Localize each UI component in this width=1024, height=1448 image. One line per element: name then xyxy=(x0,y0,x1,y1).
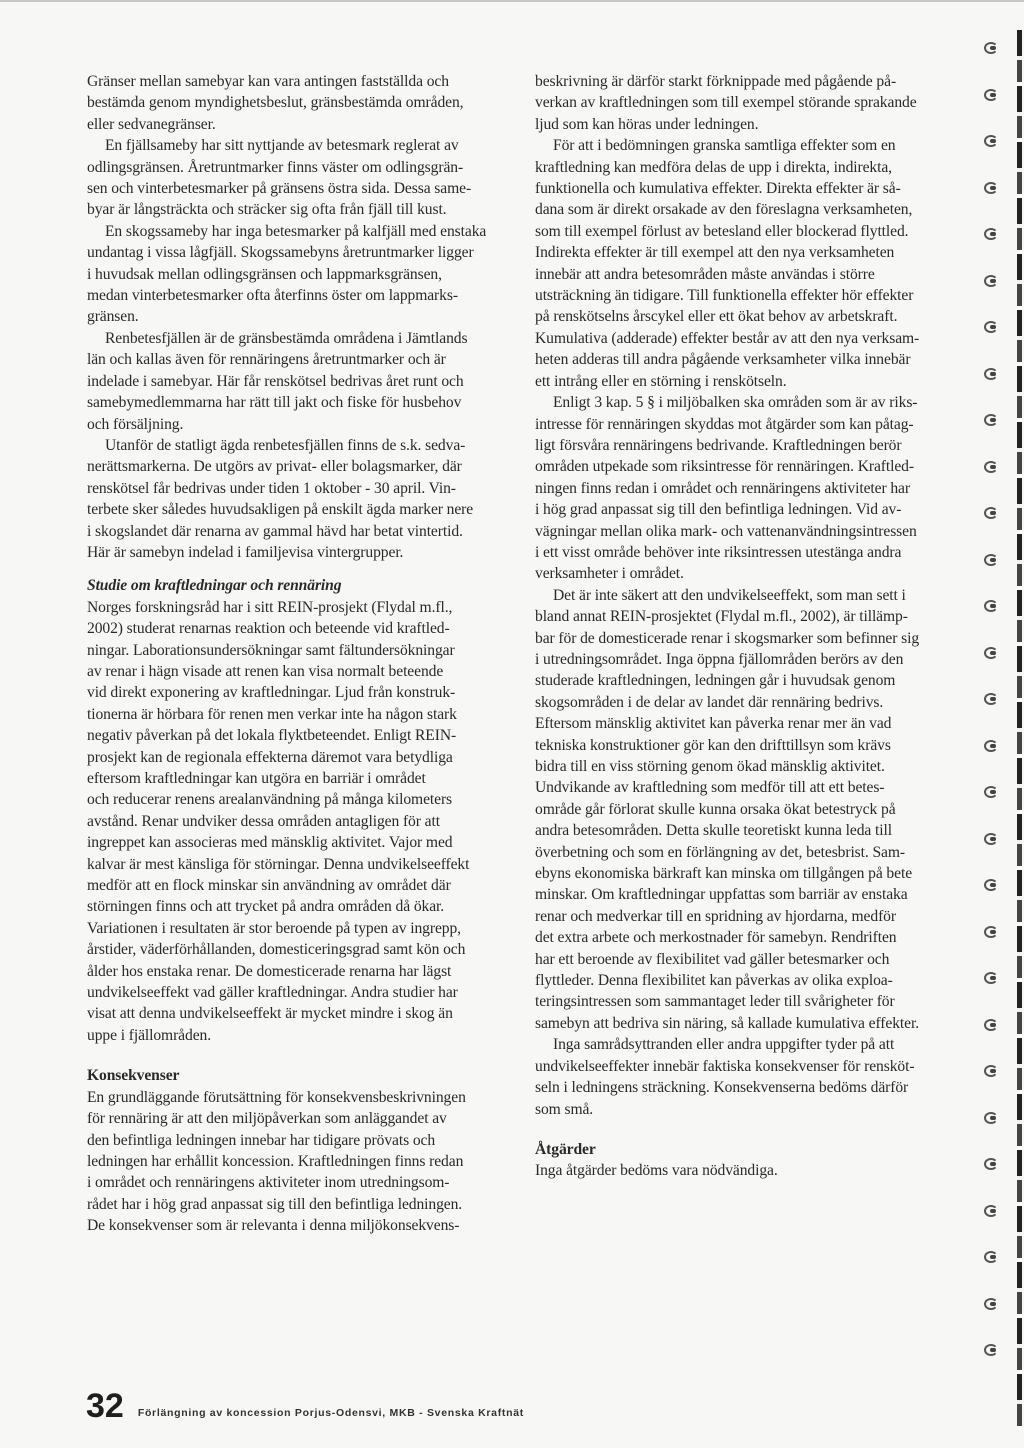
binding-ring xyxy=(984,461,998,473)
binding-ring xyxy=(984,833,998,845)
binding-ring xyxy=(984,879,998,891)
binding-ring xyxy=(984,1344,998,1356)
binding-ring xyxy=(984,135,998,147)
binding-ring xyxy=(984,182,998,194)
binding-ring xyxy=(984,1112,998,1124)
binding-edge-strip xyxy=(1017,30,1022,1430)
consequences-heading: Konsekvenser xyxy=(87,1067,180,1085)
page-top-edge xyxy=(0,0,1024,2)
binding-ring xyxy=(984,89,998,101)
measures-heading: Åtgärder xyxy=(535,1140,596,1158)
binding-ring xyxy=(984,972,998,984)
binding-ring xyxy=(984,600,998,612)
paragraph-study: Norges forskningsråd har i sitt REIN-prosjekt (Flydal m.fl., 2002) studerat renarnas reaktion och beteende vid kraftled- ningar. Laborationsundersökningar samt fältundersökningar av renar i hägn visade att renen kan visa normalt beteende vid direkt exponering av kraftledningar. Ljud från konstruk- tionerna är hörbara för renen men verkar inte ha någon stark negativ påverkan på det lokala flyktbeteendet. Enligt REIN- prosjekt kan de regionala effekterna däremot vara betydliga eftersom kraftledningar kan utgöra en barriär i området och reducerar renens arealanvändning på många kilometers avstånd. Renar undviker dessa områden antagligen för att ingreppet kan associeras med mänsklig aktivitet. Vajor med kalvar är mest känsliga för störningar. Denna undvikelseeffekt medför att en flock minskar sin användning av området där störningen finns och att trycket på andra områden då ökar. Variationen i resultaten är stor beroende på typen av ingrepp, årstider, väderförhållanden, domesticeringsgrad samt kön och ålder hos enstaka renar. De domesticerade renarna har lägst undvikelseeffekt vad gäller kraftledningar. Andra studier har visat att denna undvikelseeffekt är mycket mindre i skog än uppe i fjällområden. xyxy=(87,598,470,1044)
binding-ring xyxy=(984,1298,998,1310)
binding-ring xyxy=(984,1065,998,1077)
binding-ring xyxy=(984,321,998,333)
paragraph-customary-rights-land: Utanför de statligt ägda renbetesfjällen finns de s.k. sedva- nerättsmarkerna. De utgörs av privat- eller bolagsmarker, där renskötsel får bedrivas under tiden 1 oktober - 30 april. Vin- terbete sker således huvudsakligen på enskilt ägda marker nere i skogslandet där renarna av gammal hävd har betat vintertid. Här är samebyn indelad i familjevisa vintergrupper. xyxy=(87,436,474,561)
spiral-binding xyxy=(974,30,1024,1430)
binding-ring xyxy=(984,786,998,798)
left-column xyxy=(87,71,501,1237)
binding-ring xyxy=(984,1205,998,1217)
binding-ring xyxy=(984,554,998,566)
footer-document-title: Förlängning av koncession Porjus-Odensvi, MKB - Svenska Kraftnät xyxy=(137,1407,524,1419)
paragraph-reindeer-grazing-mountains: Renbetesfjällen är de gränsbestämda områdena i Jämtlands län och kallas även för rennäringens åretruntmarker och är indelade i samebyar. Här får renskötsel bedrivas året runt och samebymedlemmarna har rätt till jakt och fiske för husbehov och försäljning. xyxy=(87,329,468,433)
paragraph-mountain-sami-village: En fjällsameby har sitt nyttjande av betesmark reglerat av odlingsgränsen. Åretruntmarker finns väster om odlingsgrän- sen och vinterbetesmarker på gränsens östra sida. Dessa same- byar är långsträckta och sträcker sig ofta från fjäll till kust. xyxy=(87,137,472,219)
paragraph-continued-assessment: beskrivning är därför starkt förknippade med pågående på- verkan av kraftledningen som till exempel störande sprakande ljud som kan höras under ledningen. xyxy=(535,73,917,133)
paragraph-consequences: En grundläggande förutsättning för konsekvensbeskrivningen för rennäring är att den miljöpåverkan som anläggandet av den befintliga ledningen innebar har tidigare prövats och ledningen har erhållit koncession. Kraftledningen finns redan i området och rennäringens aktiviteter inom utredningsom- rådet har i hög grad anpassat sig till den befintliga ledningen. De konsekvenser som är relevanta i denna miljökonsekvens- xyxy=(87,1088,466,1235)
binding-ring xyxy=(984,368,998,380)
paragraph-national-interest: Enligt 3 kap. 5 § i miljöbalken ska områden som är av riks- intresse för rennäringen skyddas mot åtgärder som kan påtag- ligt försvåra rennäringens bedrivande. Kraftledningen berör områden utpekade som riksintresse för rennäringen. Kraftled- ningen finns redan i området och rennäringens aktiviteter har i hög grad anpassat sig till den befintliga ledningen. Vid av- vägningar mellan olika mark- och vattenanvändningsintressen i ett visst område behöver inte riksintressen utestänga andra verksamheter i området. xyxy=(535,394,918,583)
paragraph-border-types: Gränser mellan samebyar kan vara antingen fastställda och bestämda genom myndighetsbeslut, gränsbestämda områden, eller sedvanegränser. xyxy=(87,73,464,133)
page-number: 32 xyxy=(86,1387,124,1425)
binding-ring xyxy=(984,647,998,659)
binding-ring xyxy=(984,42,998,54)
study-heading: Studie om kraftledningar och rennäring xyxy=(87,577,342,595)
binding-ring xyxy=(984,1158,998,1170)
binding-ring xyxy=(984,228,998,240)
binding-ring xyxy=(984,507,998,519)
binding-ring xyxy=(984,693,998,705)
paragraph-effect-types: För att i bedömningen granska samtliga effekter som en kraftledning kan medföra delas de upp i direkta, indirekta, funktionella och kumulativa effekter. Direkta effekter är så- dana som är direkt orsakade av den föreslagna verksamheten, som till exempel förlust av betesland eller blockerad flyttled. Indirekta effekter är till exempel att den nya verksamheten innebär att andra betesområden måste användas i större utsträckning än tidigare. Till funktionella effekter hör effekter på renskötselns årscykel eller ett ökat behov av arbetskraft. Kumulativa (adderade) effekter består av att den nya verksam- heten adderas till andra pågående verksamheter vilka innebär ett intrång eller en störning i renskötseln. xyxy=(535,137,920,390)
binding-ring xyxy=(984,275,998,287)
paragraph-avoidance-effect: Det är inte säkert att den undvikelseeffekt, som man sett i bland annat REIN-prosjektet (Flydal m.fl., 2002), är tillämp- bar för de domesticerade renar i skogsmarker som befinner sig i utredningsområdet. Inga öppna fjällområden berörs av den studerade kraftledningen, ledningen går i huvudsak genom skogsområden i de delar av landet där rennäring bedrivs. Eftersom mänsklig aktivitet kan påverka renar mer än vad tekniska konstruktioner gör kan den drifttillsyn som krävs bidra till en viss störning genom ökad mänsklig aktivitet. Undvikande av kraftledning som medför till att ett betes- område går förlorat skulle kunna orsaka ökat betestryck på andra betesområden. Detta skulle teoretiskt kunna leda till överbetning och som en förlängning av det, betesbrist. Sam- ebyns ekonomiska bärkraft kan minska om tillgången på bete minskar. Om kraftledningar uppfattas som barriär av enstaka renar och medverkar till en spridning av hjordarna, medför det extra arbete och merkostnader för samebyn. Rendriften har ett beroende av flexibilitet vad gäller betesmarker och flyttleder. Denna flexibilitet kan påverkas av olika exploa- teringsintressen som sammantaget leder till svårigheter för samebyn att bedriva sin näring, så kallade kumulativa effekter. xyxy=(535,586,920,1032)
page-footer xyxy=(86,1383,524,1423)
binding-ring xyxy=(984,926,998,938)
paragraph-forest-sami-village: En skogssameby har inga betesmarker på kalfjäll med enstaka undantag i vissa lågfjäll. Skogssamebyns åretruntmarker ligger i huvudsak mellan odlingsgränsen och lappmarksgränsen, medan vinterbetesmarker ofta återfinns öster om lappmarks- gränsen. xyxy=(87,222,487,326)
binding-ring xyxy=(984,1251,998,1263)
binding-ring xyxy=(984,414,998,426)
binding-ring xyxy=(984,1019,998,1031)
right-column xyxy=(535,71,947,1182)
binding-ring xyxy=(984,740,998,752)
paragraph-measures: Inga åtgärder bedöms vara nödvändiga. xyxy=(535,1162,778,1180)
paragraph-consultation-conclusion: Inga samrådsyttranden eller andra uppgifter tyder på att undvikelseeffekter innebär faktiska konsekvenser för rensköt- seln i ledningens sträckning. Konsekvenserna bedöms därför som små. xyxy=(535,1036,915,1118)
